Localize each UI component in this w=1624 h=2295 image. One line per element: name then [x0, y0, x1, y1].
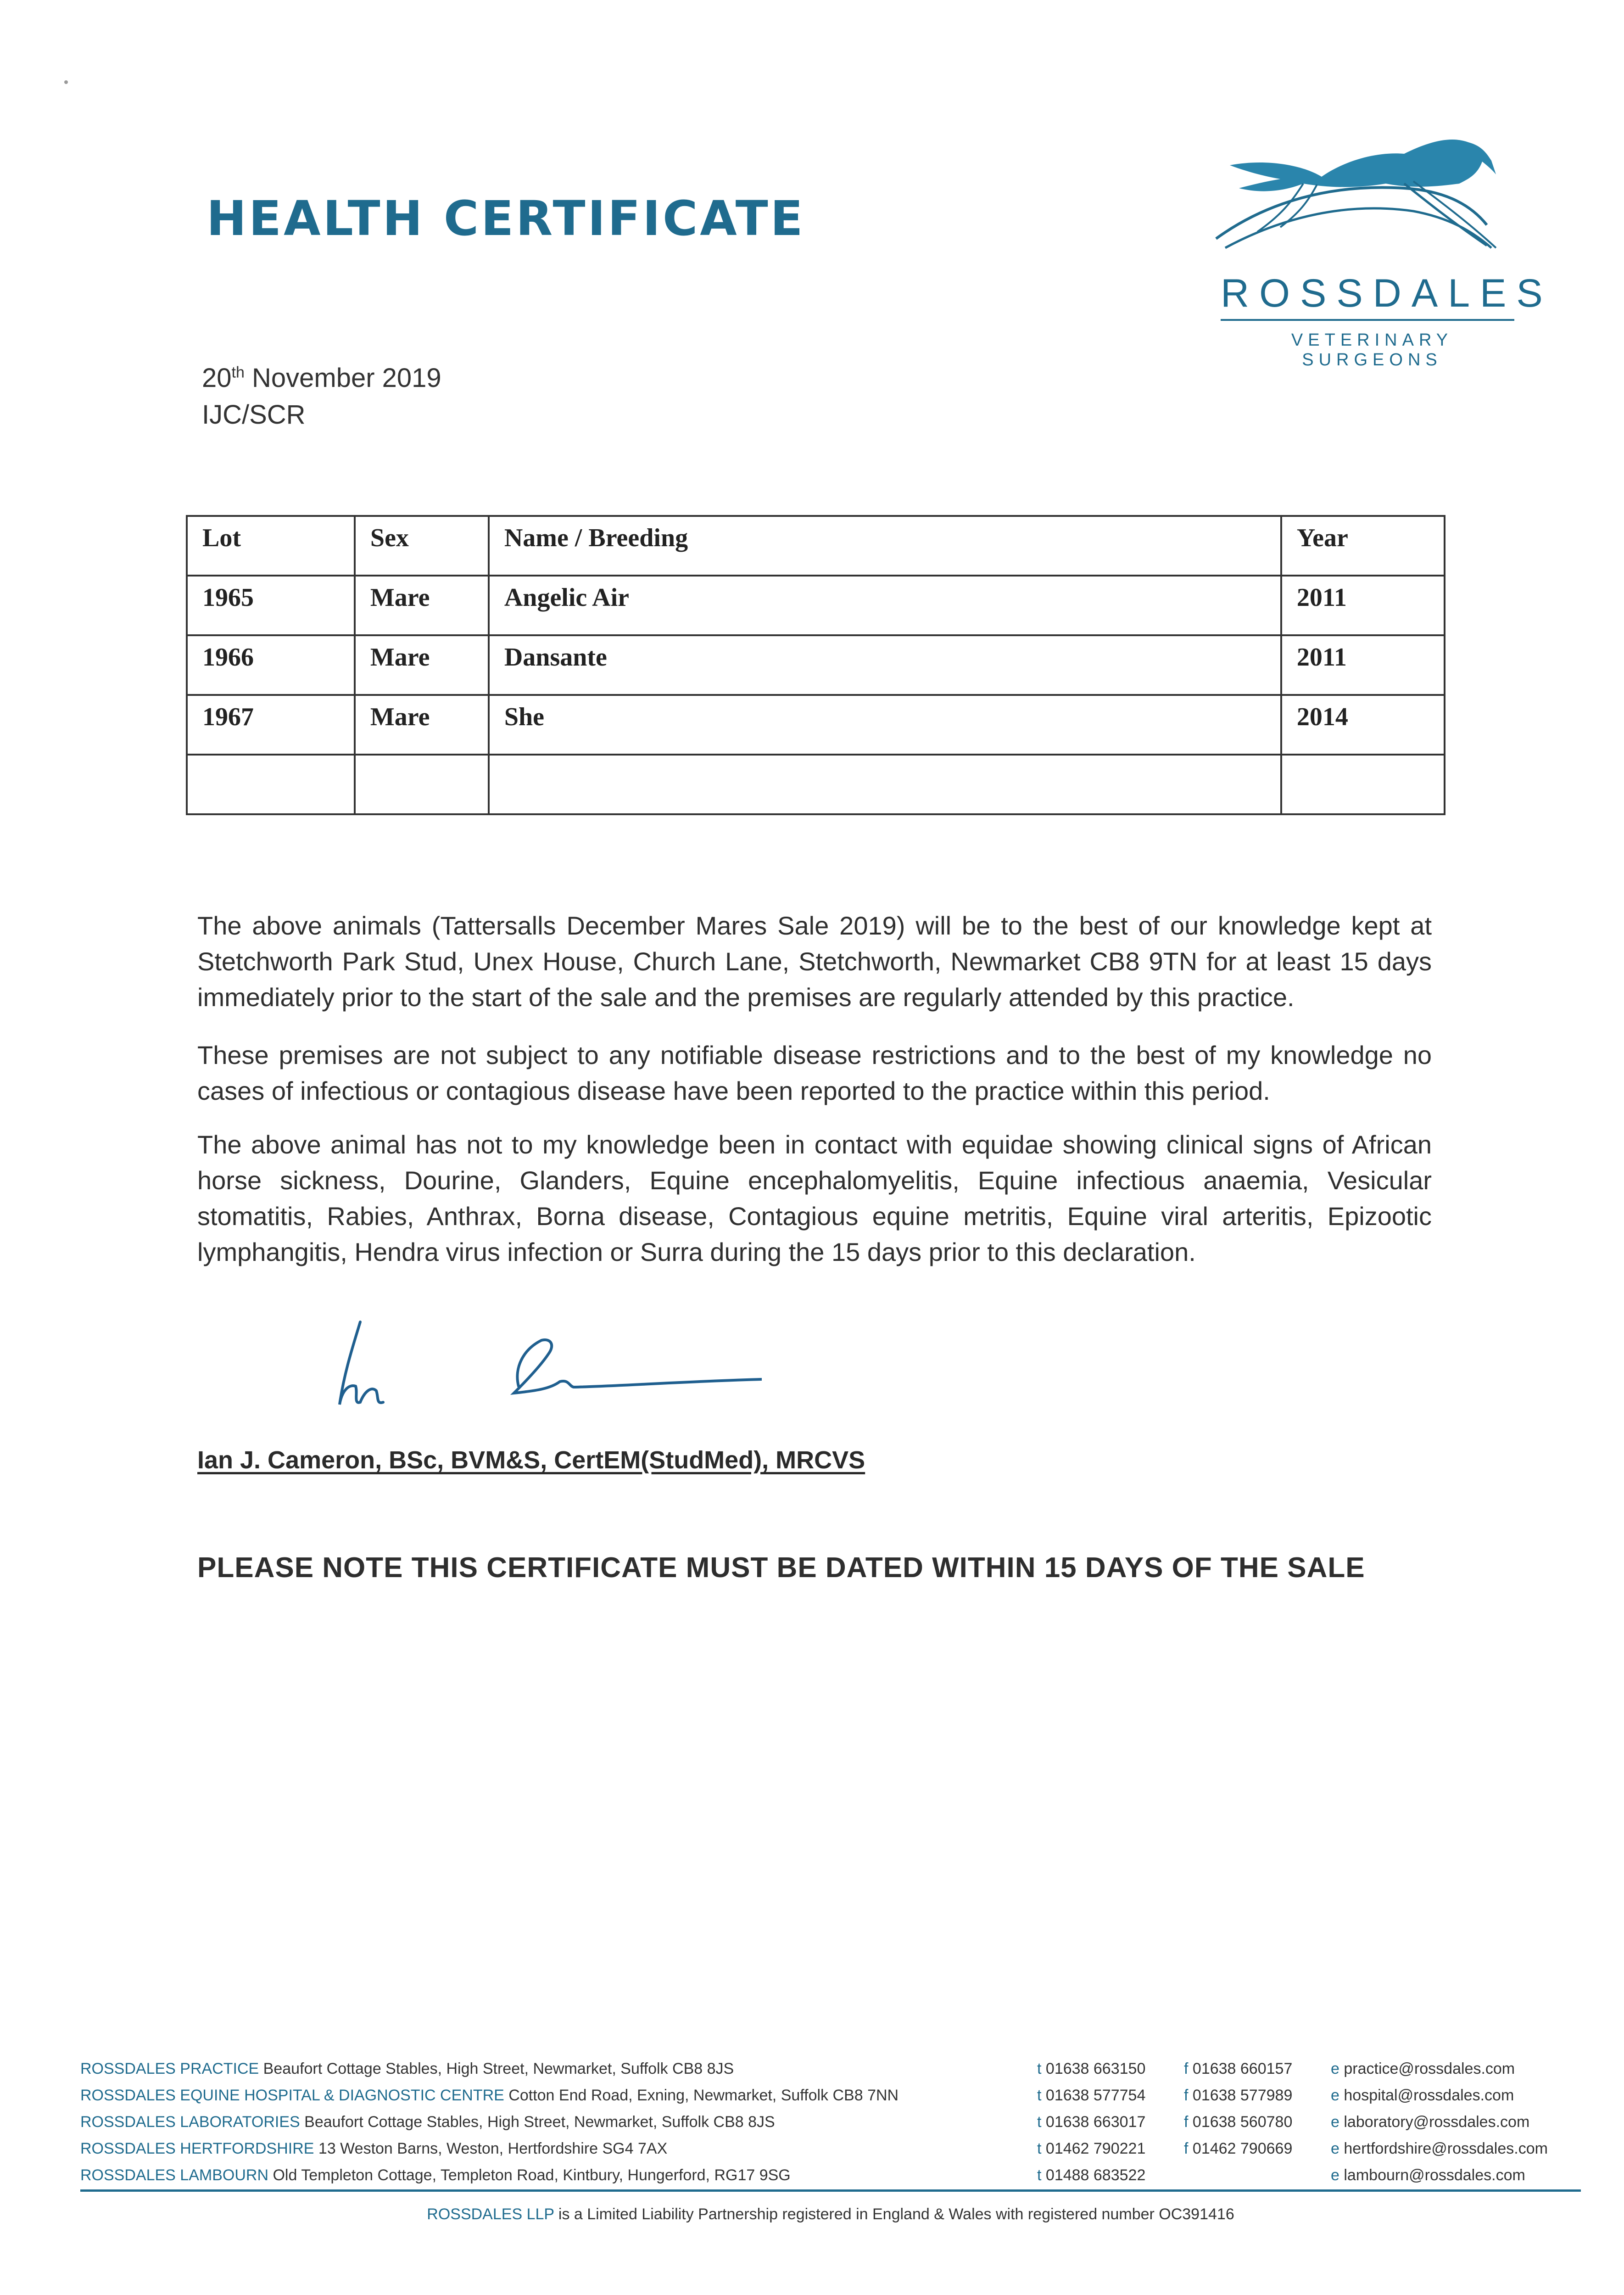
branch-address: Cotton End Road, Exning, Newmarket, Suffolk CB8 7NN: [508, 2086, 899, 2104]
footer-row: [80, 2135, 1581, 2162]
header-year: Year: [1281, 516, 1445, 576]
reference-code: IJC/SCR: [202, 400, 306, 430]
email-label: e: [1331, 2060, 1339, 2077]
cell-lot: [187, 755, 355, 814]
phone-label: t: [1037, 2166, 1042, 2184]
footer-row: [80, 2162, 1581, 2189]
cell-year: 2014: [1281, 695, 1445, 755]
table-row: [187, 695, 1445, 755]
handwritten-signature: [321, 1313, 762, 1425]
phone-label: t: [1037, 2060, 1042, 2077]
cell-lot: 1967: [187, 695, 355, 755]
branch-phone: 01462 790221: [1045, 2139, 1146, 2157]
llp-text: is a Limited Liability Partnership registered in England & Wales with registered number OC391416: [558, 2205, 1234, 2223]
cell-lot: 1966: [187, 635, 355, 695]
cell-year: [1281, 755, 1445, 814]
footer-divider: [80, 2189, 1581, 2192]
branch-fax: 01638 577989: [1192, 2086, 1293, 2104]
cell-sex: [355, 755, 489, 814]
branch-phone: 01638 663017: [1045, 2113, 1146, 2131]
horse-logo-icon: [1211, 133, 1524, 271]
sale-table: [186, 515, 1445, 815]
footer-row: [80, 2055, 1581, 2082]
cell-year: 2011: [1281, 576, 1445, 635]
logo-subtitle: VETERINARY SURGEONS: [1291, 330, 1453, 369]
branch-email[interactable]: hertfordshire@rossdales.com: [1344, 2139, 1548, 2157]
branch-email[interactable]: hospital@rossdales.com: [1344, 2086, 1514, 2104]
branch-address: Beaufort Cottage Stables, High Street, Newmarket, Suffolk CB8 8JS: [263, 2060, 734, 2077]
phone-label: t: [1037, 2086, 1042, 2104]
phone-label: t: [1037, 2113, 1042, 2131]
email-label: e: [1331, 2086, 1339, 2104]
table-header-row: [187, 516, 1445, 576]
fax-label: f: [1184, 2086, 1189, 2104]
date-day: 20: [202, 363, 232, 393]
notice-text: PLEASE NOTE THIS CERTIFICATE MUST BE DATED WITHIN 15 DAYS OF THE SALE: [197, 1552, 1365, 1584]
llp-registration: [80, 2205, 1581, 2223]
branch-name: ROSSDALES HERTFORDSHIRE: [80, 2139, 314, 2157]
cell-year: 2011: [1281, 635, 1445, 695]
date-suffix: th: [231, 364, 245, 381]
rossdales-logo: [1211, 133, 1553, 369]
email-label: e: [1331, 2139, 1339, 2157]
footer-row: [80, 2109, 1581, 2135]
branch-name: ROSSDALES LABORATORIES: [80, 2113, 300, 2131]
branch-phone: 01488 683522: [1045, 2166, 1146, 2184]
logo-divider: [1221, 319, 1514, 321]
branch-address: Old Templeton Cottage, Templeton Road, Kintbury, Hungerford, RG17 9SG: [273, 2166, 791, 2184]
body-paragraph-3: The above animal has not to my knowledge been in contact with equidae showing clinical signs of African horse sickness, Dourine, Glanders, Equine encephalomyelitis, Equine infectious anaemia, Vesicular stomatitis, Rabies, Anthrax, Borna disease, Contagious equine metritis, Equine viral arteritis, Epizootic lymphangitis, Hendra virus infection or Surra during the 15 days prior to this declaration.: [197, 1130, 1432, 1266]
cell-name: [489, 755, 1281, 814]
email-label: e: [1331, 2166, 1339, 2184]
table-row-empty: [187, 755, 1445, 814]
cell-name: Angelic Air: [489, 576, 1281, 635]
branch-address: Beaufort Cottage Stables, High Street, Newmarket, Suffolk CB8 8JS: [304, 2113, 775, 2131]
phone-label: t: [1037, 2139, 1042, 2157]
table-row: [187, 576, 1445, 635]
branch-phone: 01638 577754: [1045, 2086, 1146, 2104]
llp-name: ROSSDALES LLP: [427, 2205, 554, 2223]
branch-fax: 01638 660157: [1192, 2060, 1293, 2077]
fax-label: f: [1184, 2060, 1189, 2077]
cell-sex: Mare: [355, 635, 489, 695]
fax-label: f: [1184, 2139, 1189, 2157]
scan-speck: [64, 80, 68, 84]
cell-name: She: [489, 695, 1281, 755]
cell-sex: Mare: [355, 576, 489, 635]
signer-name: Ian J. Cameron, BSc, BVM&S, CertEM(StudMed), MRCVS: [197, 1446, 865, 1474]
footer-row: [80, 2082, 1581, 2109]
cell-sex: Mare: [355, 695, 489, 755]
footer-contacts: [80, 2055, 1581, 2189]
header-sex: Sex: [355, 516, 489, 576]
branch-name: ROSSDALES LAMBOURN: [80, 2166, 268, 2184]
header-lot: Lot: [187, 516, 355, 576]
date-month-year: November 2019: [252, 363, 441, 393]
certificate-date: [202, 363, 441, 393]
body-paragraph-2: These premises are not subject to any notifiable disease restrictions and to the best of my knowledge no cases of infectious or contagious disease have been reported to the practice within this period.: [197, 1041, 1432, 1105]
branch-email[interactable]: laboratory@rossdales.com: [1344, 2113, 1530, 2131]
branch-email[interactable]: practice@rossdales.com: [1344, 2060, 1515, 2077]
branch-phone: 01638 663150: [1045, 2060, 1146, 2077]
page-title: HEALTH CERTIFICATE: [206, 190, 805, 246]
table-row: [187, 635, 1445, 695]
branch-name: ROSSDALES EQUINE HOSPITAL & DIAGNOSTIC CENTRE: [80, 2086, 504, 2104]
branch-fax: 01462 790669: [1192, 2139, 1293, 2157]
logo-name: ROSSDALES: [1221, 271, 1553, 315]
fax-label: f: [1184, 2113, 1189, 2131]
cell-lot: 1965: [187, 576, 355, 635]
header-name-breeding: Name / Breeding: [489, 516, 1281, 576]
body-paragraph-1: The above animals (Tattersalls December Mares Sale 2019) will be to the best of our knowledge kept at Stetchworth Park Stud, Unex House, Church Lane, Stetchworth, Newmarket CB8 9TN for at least 15 days immediately prior to the start of the sale and the premises are regularly attended by this practice.: [197, 911, 1432, 1012]
email-label: e: [1331, 2113, 1339, 2131]
cell-name: Dansante: [489, 635, 1281, 695]
branch-email[interactable]: lambourn@rossdales.com: [1344, 2166, 1525, 2184]
branch-name: ROSSDALES PRACTICE: [80, 2060, 259, 2077]
branch-address: 13 Weston Barns, Weston, Hertfordshire SG4 7AX: [318, 2139, 668, 2157]
branch-fax: 01638 560780: [1192, 2113, 1293, 2131]
